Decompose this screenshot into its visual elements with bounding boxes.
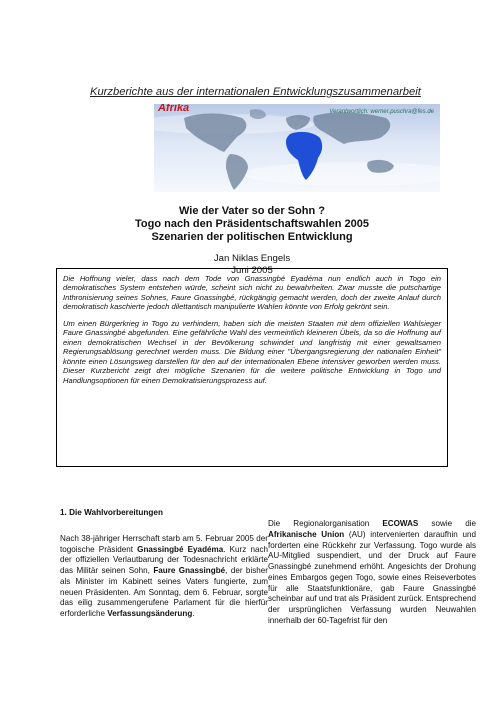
region-label: Afrika: [158, 104, 190, 114]
text-run: Nach 38-jähriger Herrschaft starb am 5. Februar 2005 der togoische Präsident: [60, 533, 268, 554]
bold-organization: Afrikanische Union: [268, 529, 345, 539]
text-run: , der bisher als Minister im Kabinett seines Vaters fungierte, zum neuen Präsidenten. Am Sonntag, dem 6. Februar, sorgte das eilig zusammengerufene Parlament für die hierfür erforderliche: [60, 566, 268, 618]
author-name: Jan Niklas Engels: [213, 253, 291, 264]
text-run: sowie die: [418, 519, 476, 528]
abstract-paragraph-2: Um einen Bürgerkrieg in Togo zu verhindern, haben sich die meisten Staaten mit dem offiziellen Wahlsieger Faure Gnassingbé abgefunden. Eine gefährliche Wahl des vermeintlich kleineren Übels, da so die Hoffnung auf einen demokratischen Wechsel in der Bevölkerung schwindet und langfristig mit einer gewaltsamen Regierungsablösung gerechnet werden muss. Die Bildung einer "Übergangsregierung der nationalen Einheit" könnte einen Lösungsweg darstellen für den auf der internationalen Ebene intensiver geworben werden muss. Dieser Kurzbericht zeigt drei mögliche Szenarien für die weitere politische Entwicklung in Togo und Handlungsoptionen für einen Demokratisierungsprozess auf.: [63, 318, 441, 385]
publication-date: Juni 2005: [231, 264, 273, 276]
bold-term: Verfassungsänderung: [107, 609, 193, 618]
responsible-email: Verantwortlich: werner.puschra@fes.de: [329, 109, 434, 115]
section-heading: 1. Die Wahlvorbereitungen: [60, 508, 163, 517]
text-run: .: [192, 609, 195, 618]
body-column-left: [60, 508, 268, 620]
world-map-graphic: [154, 104, 440, 192]
text-run: . Kurz nach der offiziellen Verlautbarung der Todesnachricht erklärte das Militär seinen Sohn,: [60, 544, 268, 575]
abstract-paragraph-1: Die Hoffnung vieler, dass nach dem Tode von Gnassingbé Eyadéma nun endlich auch in Togo ein demokratisches System entstehen würde, scheint sich nicht zu bewahrheiten. Zwar musste die putschartige Inthronisierung seines Sohnes, Faure Gnassingbé, rückgängig gemacht werden, doch der zweite Anlauf durch demokratisch kaschierte jedoch dilettantisch manipulierte Wahlen könnte von Erfolg gekrönt sein.: [63, 274, 441, 312]
text-run: Die Regionalorganisation: [268, 519, 383, 528]
bold-name: Faure Gnassingbé: [153, 566, 226, 575]
bold-name: Gnassingbé Eyadéma: [137, 544, 224, 554]
header-banner: [154, 104, 440, 192]
series-title: Kurzberichte aus der internationalen Entwicklungszusammenarbeit: [90, 86, 421, 98]
report-title: [60, 205, 444, 244]
text-run: (AU) intervenierten daraufhin und forderten eine Rückkehr zur Verfassung. Togo wurde als AU-Mitglied suspendiert, und der Druck auf Faure Gnassingbé zunehmend erhöht. Angesichts der Drohung eines Embargos gegen Togo, sowie eines Reiseverbotes für alle Staatsfunktionäre, gab Faure Gnassingbé scheinbar auf und trat als Präsident zurück. Entsprechend der ursprünglichen Verfassung wurden Neuwahlen innerhalb der 60-Tagefrist für den: [268, 529, 476, 625]
abstract-box: [56, 268, 448, 467]
section-paragraph: [268, 519, 476, 627]
section-paragraph: [60, 534, 268, 620]
title-line-1: Wie der Vater so der Sohn ?: [179, 205, 325, 217]
title-line-3: Szenarien der politischen Entwicklung: [151, 231, 353, 243]
body-column-right: [268, 519, 476, 627]
bold-organization: ECOWAS: [382, 519, 419, 528]
title-line-2: Togo nach den Präsidentschaftswahlen 2005: [135, 218, 369, 230]
